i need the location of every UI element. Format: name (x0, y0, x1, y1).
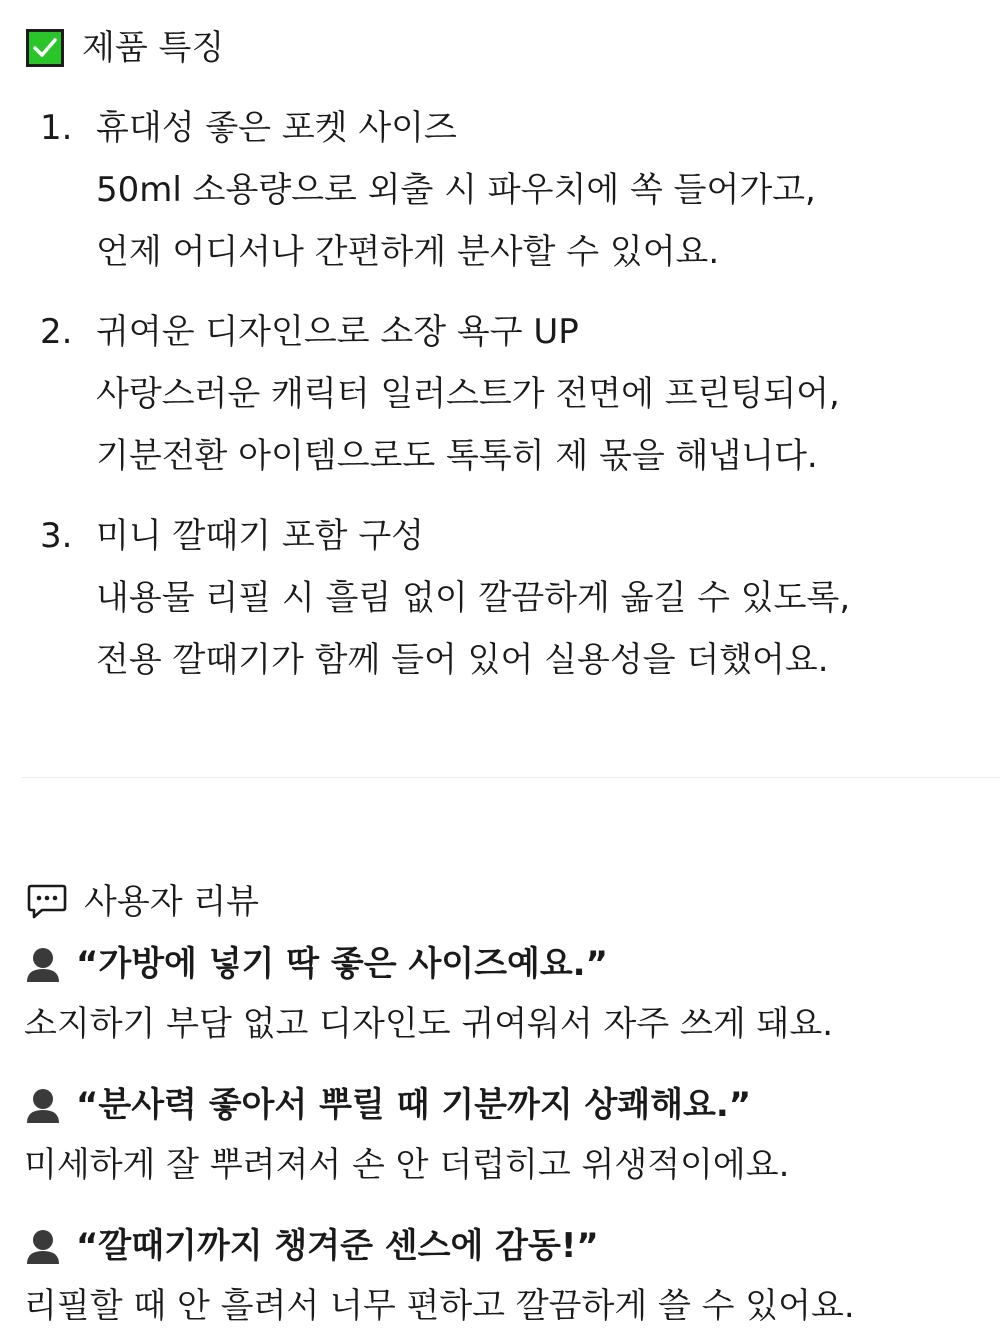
feature-title: 미니 깔때기 포함 구성 (96, 516, 425, 556)
review-title-text: “분사력 좋아서 뿌릴 때 기분까지 상쾌해요.” (76, 1085, 752, 1125)
section-divider (22, 777, 1000, 778)
person-icon (24, 945, 62, 983)
review-title-text: “가방에 넣기 딱 좋은 사이즈예요.” (76, 944, 608, 984)
reviews-heading-text: 사용자 리뷰 (84, 882, 260, 922)
feature-item-3-line-2: 전용 깔때기가 함께 들어 있어 실용성을 더했어요. (96, 640, 829, 680)
feature-item-2-line-2: 기분전환 아이템으로도 톡톡히 제 몫을 해냅니다. (96, 436, 818, 476)
review-item-2-title (24, 1085, 751, 1125)
feature-number: 2. (40, 312, 73, 352)
reviews-heading (26, 882, 259, 922)
person-icon (24, 1227, 62, 1265)
review-item-3-body: 리필할 때 안 흘려서 너무 편하고 깔끔하게 쓸 수 있어요. (24, 1286, 855, 1326)
feature-title: 휴대성 좋은 포켓 사이즈 (96, 108, 457, 148)
feature-item-3-title (40, 505, 424, 567)
speech-bubble-icon (26, 882, 68, 922)
feature-item-1-line-2: 언제 어디서나 간편하게 분사할 수 있어요. (96, 232, 720, 272)
review-title-text: “깔때기까지 챙겨준 센스에 감동!” (76, 1226, 599, 1266)
features-heading (26, 28, 224, 68)
feature-number: 1. (40, 108, 73, 148)
check-mark-icon (26, 29, 64, 67)
feature-item-1-line-1: 50ml 소용량으로 외출 시 파우치에 쏙 들어가고, (96, 170, 816, 210)
feature-item-3-line-1: 내용물 리필 시 흘림 없이 깔끔하게 옮길 수 있도록, (96, 578, 851, 618)
feature-item-2-line-1: 사랑스러운 캐릭터 일러스트가 전면에 프린팅되어, (96, 374, 840, 414)
review-item-3-title (24, 1226, 599, 1266)
review-item-1-title (24, 944, 608, 984)
feature-title: 귀여운 디자인으로 소장 욕구 UP (96, 312, 579, 352)
feature-number: 3. (40, 516, 73, 556)
person-icon (24, 1086, 62, 1124)
review-item-2-body: 미세하게 잘 뿌려져서 손 안 더럽히고 위생적이에요. (24, 1145, 790, 1185)
review-item-1-body: 소지하기 부담 없고 디자인도 귀여워서 자주 쓰게 돼요. (24, 1004, 834, 1044)
feature-item-1-title (40, 97, 457, 159)
feature-item-2-title (40, 301, 579, 363)
features-heading-text: 제품 특징 (82, 28, 225, 68)
